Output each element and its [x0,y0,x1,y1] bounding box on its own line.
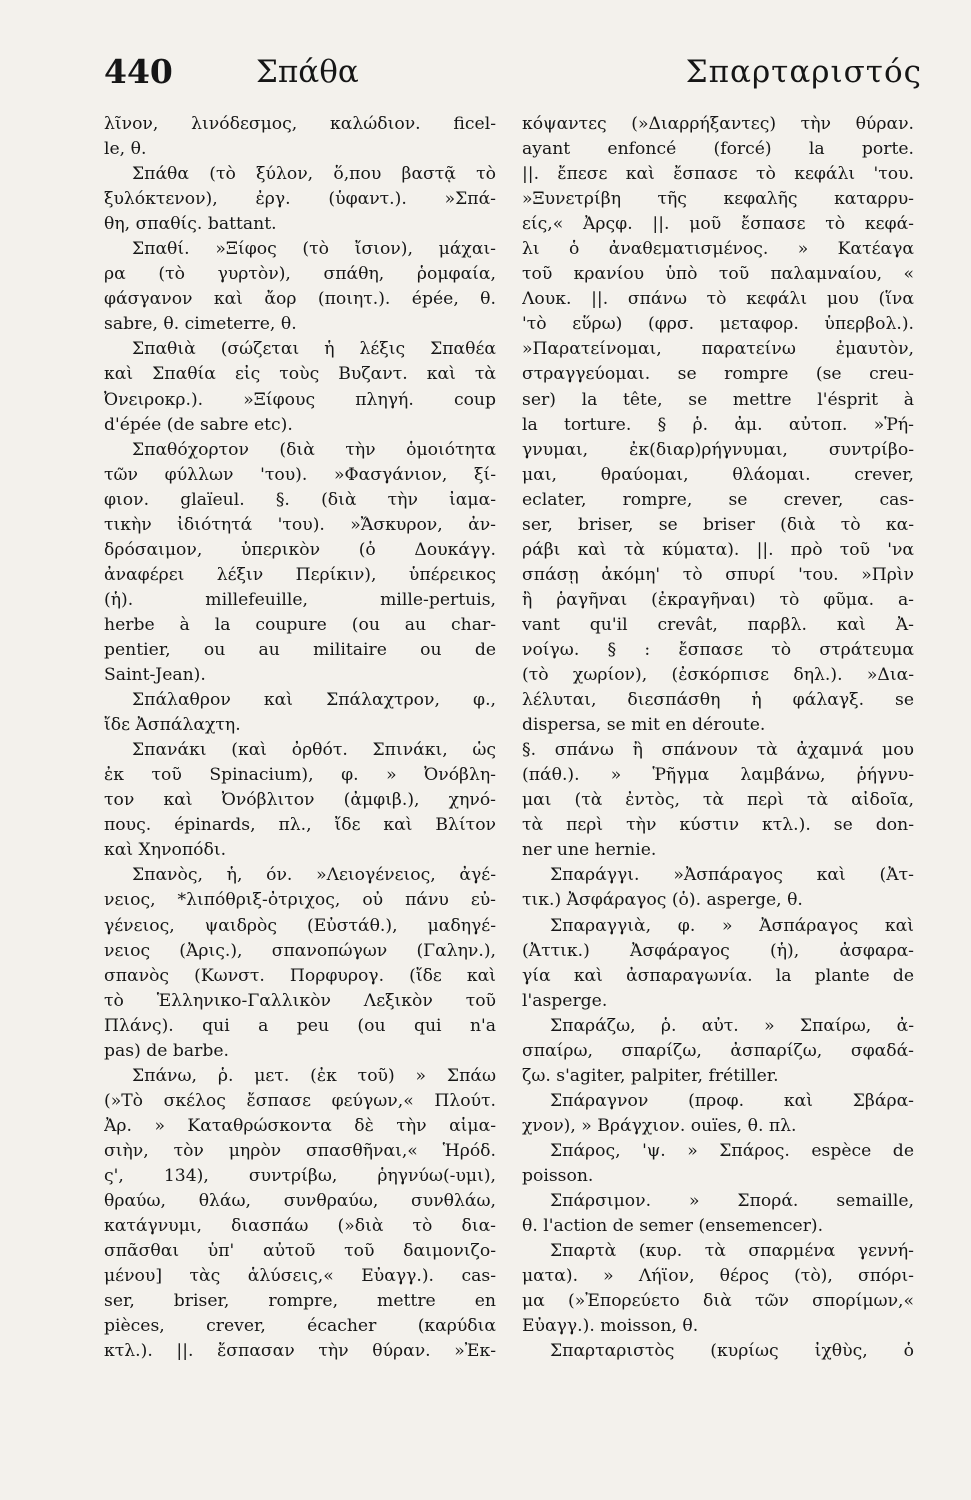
text-line: »Παρατείνομαι, παρατείνω ἐμαυτὸν, [522,339,914,360]
text-line: σιὴν, τὸν μηρὸν σπασθῆναι,« Ἡρόδ. [104,1140,496,1161]
text-line: »Ξυνετρίβη τῆς κεφαλῆς καταρρυ- [522,189,914,210]
text-line: στραγγεύομαι. se rompre (se creu- [522,364,914,385]
text-line: Λουκ. ||. σπάνω τὸ κεφάλι μου (ἵνα [522,289,914,310]
text-line: σπάσῃ ἀκόμη' τὸ σπυρί 'του. »Πρὶν [522,564,914,585]
text-line: δρόσαιμον, ὑπερικὸν (ὁ Δουκάγγ. [104,539,496,560]
text-line: γένειος, ψαιδρὸς (Εὐστάθ.), μαδηγέ- [104,915,496,936]
header-left-guide-word: Σπάθα [256,54,359,90]
text-line: Σπάρος, 'ψ. » Σπάρος. espèce de [550,1140,914,1161]
text-line: (τὸ χωρίον), (ἐσκόρπισε δηλ.). »Δια- [522,665,914,686]
text-line: (ἡ). millefeuille, mille-pertuis, [104,589,496,610]
text-line: Saint-Jean). [104,665,206,686]
text-line: eclater, rompre, se crever, cas- [522,489,914,510]
right-column [522,112,914,1392]
text-line: dispersa, se mit en déroute. [522,715,766,736]
text-line: le, θ. [104,139,147,160]
text-line: σπᾶσθαι ὑπ' αὐτοῦ τοῦ δαιμονιζο- [104,1241,496,1262]
text-line: l'asperge. [522,990,608,1011]
text-line: κτλ.). ||. ἔσπασαν τὴν θύραν. »Ἐκ- [104,1341,496,1362]
text-line: ἴδε Ἀσπάλαχτη. [104,715,241,736]
text-line: μένου] τὰς ἁλύσεις,« Εὐαγγ.). cas- [104,1266,496,1287]
text-line: ματα). » Λήϊον, θέρος (τὸ), σπόρι- [522,1266,914,1287]
text-line: herbe à la coupure (ou au char- [104,614,496,635]
text-line: ser, briser, rompre, mettre en [104,1291,496,1312]
page-header [104,52,934,100]
text-line: Σπαθόχορτον (διὰ τὴν ὁμοιότητα [132,439,496,460]
text-line: τοῦ κρανίου ὑπὸ τοῦ παλαμναίου, « [522,264,914,285]
text-line: (»Τὸ σκέλος ἔσπασε φεύγων,« Πλούτ. [104,1090,496,1111]
text-line: ser, briser, se briser (διὰ τὸ κα- [522,514,914,535]
text-line: τὰ περὶ τὴν κύστιν κτλ.). se don- [522,815,914,836]
text-line: σπαίρω, σπαρίζω, ἀσπαρίζω, σφαδά- [522,1040,914,1061]
text-line: θ. l'action de semer (ensemencer). [522,1216,824,1237]
text-line: ράβι καὶ τὰ κύματα). ||. πρὸ τοῦ 'να [522,539,914,560]
text-line: vant qu'il crevât, παρβλ. καὶ Ἀ- [522,614,914,635]
text-line: μαι, θραύομαι, θλάομαι. crever, [522,464,914,485]
text-line: καὶ Χηνοπόδι. [104,840,227,861]
text-line: Σπαθιὰ (σώζεται ἡ λέξις Σπαθέα [132,339,496,360]
text-line: (πάθ.). » Ῥῆγμα λαμβάνω, ῥήγνυ- [522,765,914,786]
text-line: Σπάρσιμον. » Σπορά. semaille, [550,1191,914,1212]
text-line: ρα (τὸ γυρτὸν), σπάθη, ῥομφαία, [104,264,496,285]
text-line: τῶν φύλλων 'του). »Φασγάνιον, ξί- [104,464,496,485]
text-line: νειος, *λιπόθριξ-ὀτριχος, οὐ πάνυ εὐ- [104,890,496,911]
text-line: φιον. glaïeul. §. (διὰ τὴν ἰαμα- [104,489,496,510]
text-line: θη, σπαθίς. battant. [104,214,277,235]
left-column [104,112,496,1392]
text-line: γνυμαι, ἐκ(διαρ)ρήγνυμαι, συντρίβο- [522,439,914,460]
text-line: πους. épinards, πλ., ἴδε καὶ Βλίτον [104,815,496,836]
text-line: κατάγνυμι, διασπάω (»διὰ τὸ δια- [104,1216,496,1237]
text-line: τικὴν ἰδιότητά 'του). »Ἄσκυρον, ἀν- [104,514,496,535]
text-line: (Ἀττικ.) Ἀσφάραγος (ἡ), ἀσφαρα- [522,940,914,961]
text-line: ζω. s'agiter, palpiter, frétiller. [522,1065,779,1086]
text-line: pentier, ou au militaire ou de [104,639,496,660]
text-line: Εὐαγγ.). moisson, θ. [522,1316,699,1337]
text-line: Σπαθί. »Ξίφος (τὸ ἴσιον), μάχαι- [132,239,496,260]
text-line: φάσγανον καὶ ἄορ (ποιητ.). épée, θ. [104,289,496,310]
text-line: νειος (Ἀρις.), σπανοπώγων (Γαλην.), [104,940,496,961]
text-line: μαι (τὰ ἐντὸς, τὰ περὶ τὰ αἰδοῖα, [522,790,914,811]
text-line: Σπαράγγι. »Ἀσπάραγος καὶ (Ἀτ- [550,865,914,886]
text-line: ser) la tête, se mettre l'ésprit à [522,389,914,410]
header-right-guide-word: Σπαρταριστός [685,54,922,90]
text-line: ξυλόκτενον), ἐργ. (ὑφαντ.). »Σπά- [104,189,496,210]
text-line: Σπάνω, ῥ. μετ. (ἐκ τοῦ) » Σπάω [132,1065,496,1086]
text-line: Σπαραγγιὰ, φ. » Ἀσπάραγος καὶ [550,915,914,936]
text-line: μα (»Ἐπορεύετο διὰ τῶν σπορίμων,« [522,1291,914,1312]
text-line: τὸ Ἑλληνικο-Γαλλικὸν Λεξικὸν τοῦ [104,990,496,1011]
text-line: pièces, crever, écacher (καρύδια [104,1316,496,1337]
text-line: λῖνον, λινόδεσμος, καλώδιον. ficel- [104,114,496,134]
text-line: ἀναφέρει λέξιν Περίκιν), ὑπέρεικος [104,564,496,585]
text-line: Σπανὸς, ἡ, όν. »Λειογένειος, ἀγέ- [132,865,496,886]
text-line: χνον), » Βράγχιον. ouïes, θ. πλ. [522,1115,797,1136]
text-line: Ὀνειροκρ.). »Ξίφους πληγή. coup [104,389,496,410]
text-line: ἐκ τοῦ Spinacium), φ. » Ὀνόβλη- [104,765,496,786]
text-line: §. σπάνω ἢ σπάνουν τὰ ἀχαμνά μου [522,740,914,761]
text-line: Ἀρ. » Καταθρώσκοντα δὲ τὴν αἱμα- [104,1115,496,1136]
text-line: ayant enfoncé (forcé) la porte. [522,139,914,160]
text-line: ς', 134), συντρίβω, ῥηγνύω(-υμι), [104,1165,496,1186]
text-line: Σπάθα (τὸ ξύλον, ὅ,που βαστᾷ τὸ [132,164,496,185]
text-line: Σπάραγνον (προφ. καὶ Σβάρα- [550,1090,914,1111]
text-line: Σπανάκι (καὶ ὀρθότ. Σπινάκι, ὡς [132,740,496,761]
text-line: Σπαρτὰ (κυρ. τὰ σπαρμένα γεννή- [550,1241,914,1262]
text-line: sabre, θ. cimeterre, θ. [104,314,297,335]
text-line: νοίγω. § : ἔσπασε τὸ στράτευμα [522,639,914,660]
text-line: d'épée (de sabre etc). [104,414,293,435]
text-line: λι ὁ ἀναθεματισμένος. » Κατέαγα [522,239,914,260]
text-line: τον καὶ Ὀνόβλιτον (ἀμφιβ.), χηνό- [104,790,496,811]
text-line: κόψαντες (»Διαρρήξαντες) τὴν θύραν. [522,114,914,134]
text-line: Πλάνς). qui a peu (ou qui n'a [104,1015,496,1036]
text-line: είς,« Ἀρςφ. ||. μοῦ ἔσπασε τὸ κεφά- [522,214,914,235]
text-line: ||. ἔπεσε καὶ ἔσπασε τὸ κεφάλι 'του. [522,164,914,185]
page-number: 440 [104,52,173,91]
text-line: Σπάλαθρον καὶ Σπάλαχτρον, φ., [132,690,496,711]
text-line: la torture. § ῥ. ἀμ. αὐτοπ. »Ῥή- [522,414,914,435]
text-line: ἢ ῥαγῆναι (ἐκραγῆναι) τὸ φῦμα. a- [522,589,914,610]
text-line: ner une hernie. [522,840,657,861]
text-line: poisson. [522,1165,594,1186]
text-line: γία καὶ ἀσπαραγωνία. la plante de [522,965,914,986]
text-line: λέλυται, διεσπάσθη ἡ φάλαγξ. se [522,690,914,711]
text-line: καὶ Σπαθία εἰς τοὺς Βυζαντ. καὶ τὰ [104,364,496,385]
text-line: σπανὸς (Κωνστ. Πορφυρογ. (ἴδε καὶ [104,965,496,986]
text-line: θραύω, θλάω, συνθραύω, συνθλάω, [104,1191,496,1212]
text-line: Σπαρταριστὸς (κυρίως ἰχθὺς, ὁ [550,1341,914,1362]
text-line: τικ.) Ἀσφάραγος (ὁ). asperge, θ. [522,890,803,911]
text-line: pas) de barbe. [104,1040,229,1061]
text-line: 'τὸ εὕρω) (φρσ. μεταφορ. ὑπερβολ.). [522,314,914,335]
text-line: Σπαράζω, ῥ. αὐτ. » Σπαίρω, ἀ- [550,1015,914,1036]
